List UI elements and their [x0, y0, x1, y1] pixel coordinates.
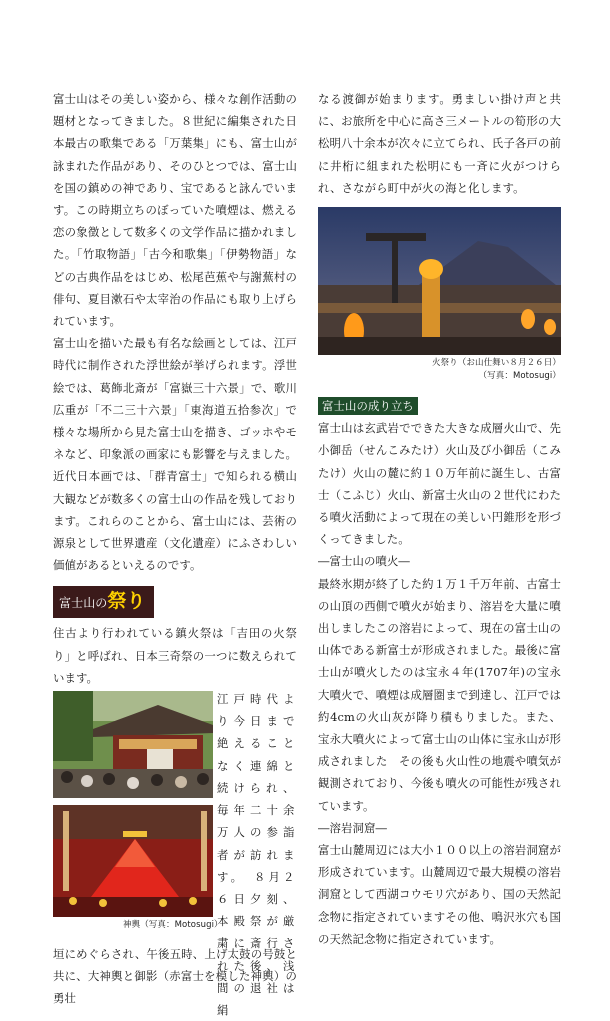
section-title-festival — [53, 586, 154, 618]
mikoshi-photo-caption: 神輿（写真：Motosugi） — [123, 920, 223, 931]
section-title-festival-big: 祭り — [107, 590, 146, 613]
left-paragraph-literature: 富士山はその美しい姿から、様々な創作活動の題材となってきました。８世紀に編集された日本最古の歌集である「万葉集」にも、富士山が詠まれた作品があり、そのひとつでは、富士山を国の鎮めの神であり、宝であると詠んでいます。この時期立ちのぼっていた噴煙は、燃える恋の象徴として数多くの文学作品に描かれました。「竹取物語」「古今和歌集」「伊勢物語」などの古典作品をはじめ、松尾芭蕉や与謝蕪村の俳句、夏目漱石や太宰治の作品にも取り上げられています。 — [53, 92, 297, 329]
shrine-photo — [53, 691, 213, 798]
festival-narrow-text: 江戸時代より今日まで絶えることなく連綿と続けられ、毎年二十余万人の参詣者が訪れます。 ８月２６日夕刻、本殿祭が厳粛に斎行された後、浅間の退社は絹 — [217, 692, 297, 1017]
right-paragraph-festival-continued: なる渡御が始まります。勇ましい掛け声と共に、お旅所を中心に高さ三メートルの筍形の大松明八十余本が次々に立てられ、氏子各戸の前に井桁に組まれた松明にも一斉に火がつけられ、さながら町中が火の海と化します。 — [318, 92, 561, 195]
heading-lava-caves: ―溶岩洞窟― — [318, 820, 387, 835]
left-paragraph-ukiyoe: 富士山を描いた最も有名な絵画としては、江戸時代に制作された浮世絵が挙げられます。浮世絵では、葛飾北斎が「富嶽三十六景」で、歌川広重が「不二三十六景」「東海道五拾参次」で様々な場所から見た富士山を描き、ゴッホやモネなど、印象派の画家にも影響を与えました。近代日本画では、「群青富士」で知られる横山大観などが数多くの富士山の作品を残しております。これらのことから、富士山には、芸術の源泉として世界遺産（文化遺産）にふさわしい価値があるといえるのです。 — [53, 336, 297, 573]
right-paragraph-eruption: 最終氷期が終了した約１万１千万年前、古富士の山頂の西側で噴火が始まり、溶岩を大量に噴出しましたこの溶岩によって、現在の富士山の山体である新富士が形成されました。最後に富士山が噴火したのは宝永４年(1707年)の宝永大噴火で、噴煙は成層圏まで到達し、江戸では約4cmの火山灰が降り積もりました。また、宝永大噴火によって富士山の山体に宝永山が形成されました その後も火山性の地震や噴気が観測されており、今後も噴火の可能性が残されています。 — [318, 576, 561, 813]
fire-festival-caption-line2: （写真：Motosugi） — [478, 371, 561, 382]
right-column — [318, 88, 561, 950]
fire-festival-caption-line1: 火祭り（お山仕舞い８月２６日） — [431, 358, 561, 369]
mikoshi-photo — [53, 805, 213, 917]
section-title-festival-small: 富士山の — [59, 596, 108, 611]
left-column — [53, 88, 297, 1017]
fire-festival-caption — [318, 357, 561, 383]
heading-eruption: ―富士山の噴火― — [318, 554, 410, 569]
section-title-formation: 富士山の成り立ち — [318, 397, 418, 415]
left-paragraph-festival-end: 垣にめぐらされ、午後五時、上げ太鼓の号鼓と共に、大神輿と御影（赤富士を模した神輿）の勇壮 — [53, 947, 297, 1006]
left-paragraph-festival-intro: 住古より行われている鎮火祭は「吉田の火祭り」と呼ばれ、日本三奇祭の一つに数えられています。 — [53, 626, 297, 685]
right-paragraph-formation: 富士山は玄武岩でできた大きな成層火山で、先小御岳（せんこみたけ）火山及び小御岳（こみたけ）火山の麓に約１０万年前に誕生し、古富士（こふじ）火山、新富士火山の２世代にわたる噴火活動によって現在の美しい円錐形を形づくってきました。 — [318, 421, 561, 547]
right-paragraph-lava-caves: 富士山麓周辺には大小１００以上の溶岩洞窟が形成されています。山麓周辺で最大規模の溶岩洞窟として西湖コウモリ穴があり、国の天然記念物に指定されていますその他、鳴沢氷穴も国の天然記念物に指定されています。 — [318, 843, 561, 946]
fire-festival-photo — [318, 207, 561, 355]
